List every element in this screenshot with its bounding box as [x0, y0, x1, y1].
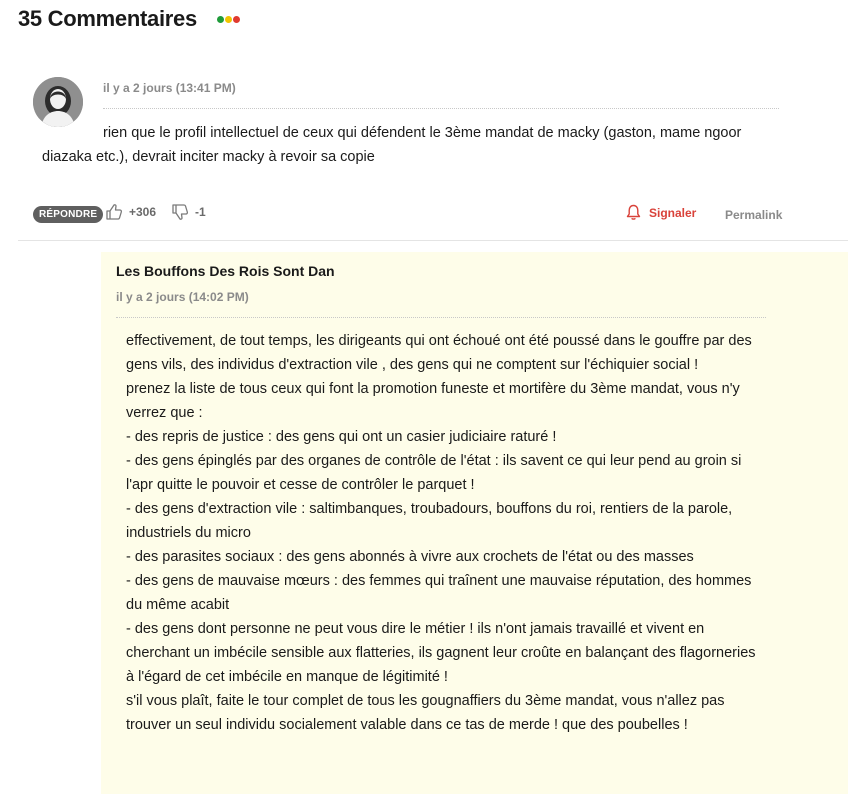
- comment-separator: [103, 108, 779, 109]
- reply-paragraph: s'il vous plaît, faite le tour complet de tous les gougnaffiers du 3ème mandat, vous n'allez pas trouver un seul individu socialement valable dans ce tas de merde ! que des poubelles !: [126, 693, 725, 733]
- thumbs-up-icon: [105, 203, 123, 221]
- comment-actions: [33, 203, 793, 227]
- reply-paragraph: - des gens de mauvaise mœurs : des femmes qui traînent une mauvaise réputation, des hommes du même acabit: [126, 573, 752, 613]
- downvote-count: -1: [195, 205, 206, 219]
- reply-paragraph: - des gens d'extraction vile : saltimbanques, troubadours, bouffons du roi, rentiers de la parole, industriels du micro: [126, 501, 733, 541]
- reply-text: [126, 329, 756, 737]
- reply-paragraph: effectivement, de tout temps, les dirigeants qui ont échoué ont été poussé dans le gouffre par des gens vils, des individus d'extraction vile , des gens qui ne comptent sur l'échiquier social !: [126, 333, 752, 373]
- reply-timestamp: il y a 2 jours (14:02 PM): [116, 290, 249, 304]
- report-label: Signaler: [649, 205, 697, 220]
- bell-icon: [626, 204, 641, 221]
- upvote-count: +306: [129, 205, 157, 219]
- avatar[interactable]: [33, 77, 83, 127]
- downvote-button[interactable]: [171, 203, 206, 221]
- permalink-link[interactable]: Permalink: [725, 208, 783, 222]
- report-button[interactable]: [626, 204, 696, 221]
- user-avatar-icon: [33, 77, 83, 127]
- comments-count-title: 35 Commentaires: [18, 6, 197, 31]
- reply-comment: [101, 252, 848, 794]
- flag-dot-green: [217, 16, 224, 23]
- comment-text: rien que le profil intellectuel de ceux qui défendent le 3ème mandat de macky (gaston, mame ngoor diazaka etc.), devrait inciter macky à revoir sa copie: [42, 125, 742, 165]
- comments-header: [18, 6, 240, 32]
- flag-dots-icon: [217, 16, 240, 23]
- upvote-button[interactable]: [105, 203, 156, 221]
- reply-paragraph: - des parasites sociaux : des gens abonnés à vivre aux crochets de l'état ou des masses: [126, 549, 694, 565]
- reply-author-name[interactable]: Les Bouffons Des Rois Sont Dan: [116, 263, 335, 279]
- comment-timestamp: il y a 2 jours (13:41 PM): [103, 81, 236, 95]
- comment-divider: [18, 240, 848, 241]
- reply-paragraph: prenez la liste de tous ceux qui font la promotion funeste et mortifère du 3ème mandat, vous n'y verrez que :: [126, 381, 740, 421]
- reply-separator: [116, 317, 766, 318]
- reply-button[interactable]: RÉPONDRE: [33, 206, 103, 223]
- flag-dot-red: [233, 16, 240, 23]
- thumbs-down-icon: [171, 203, 189, 221]
- flag-dot-yellow: [225, 16, 232, 23]
- reply-paragraph: - des gens épinglés par des organes de contrôle de l'état : ils savent ce qui leur pend au groin si l'apr quitte le pouvoir et cesse de contrôler le parquet !: [126, 453, 742, 493]
- reply-paragraph: - des repris de justice : des gens qui ont un casier judiciaire raturé !: [126, 429, 557, 445]
- reply-paragraph: - des gens dont personne ne peut vous dire le métier ! ils n'ont jamais travaillé et vivent en cherchant un imbécile sensible aux flatteries, ils gagnent leur croûte en balançant des flagorneries à l'égard de cet imbécile en manque de légitimité !: [126, 621, 756, 685]
